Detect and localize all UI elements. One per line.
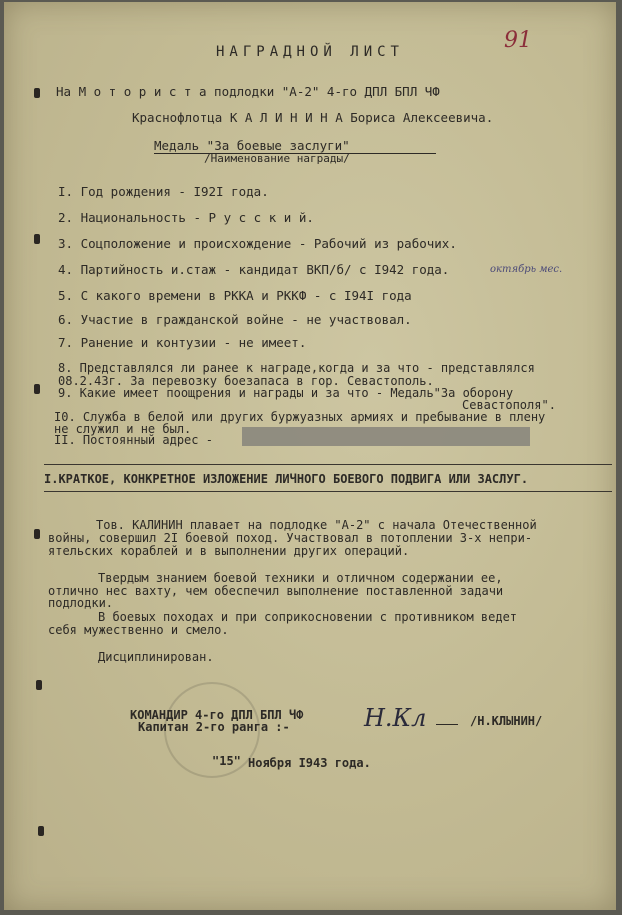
redacted-address bbox=[242, 427, 530, 446]
document-title: НАГРАДНОЙ ЛИСТ bbox=[215, 44, 404, 60]
punch-hole bbox=[38, 826, 44, 836]
item-3: 3. Соцположение и происхождение - Рабочий из рабочих. bbox=[58, 236, 457, 251]
item-4-handwritten-note: октябрь мес. bbox=[490, 264, 563, 275]
signer-name: /Н.КЛЫНИН/ bbox=[470, 714, 543, 728]
section-divider bbox=[44, 491, 612, 492]
commander-title: КОМАНДИР 4-го ДПЛ БПЛ ЧФ bbox=[130, 708, 304, 722]
page-number: 91 bbox=[504, 28, 532, 53]
punch-hole bbox=[34, 234, 40, 244]
nominee-position: На М о т о р и с т а подлодки "А-2" 4-го ДПЛ БПЛ ЧФ bbox=[56, 84, 440, 99]
item-9-cont: Севастополя". bbox=[462, 398, 556, 412]
award-sheet bbox=[4, 2, 616, 910]
item-4: 4. Партийность и.стаж - кандидат ВКП/б/ с I942 года. bbox=[58, 262, 450, 277]
item-2: 2. Национальность - Р у с с к и й. bbox=[58, 210, 314, 225]
item-10-cont: не служил и не был. bbox=[54, 422, 192, 436]
signature-dash bbox=[436, 724, 458, 725]
award-caption: /Наименование награды/ bbox=[204, 152, 350, 165]
body-line-3: ятельских кораблей и в выполнении других операций. bbox=[48, 544, 410, 558]
body-line-6: подлодки. bbox=[48, 596, 114, 610]
punch-hole bbox=[34, 384, 40, 394]
item-6: 6. Участие в гражданской войне - не участвовал. bbox=[58, 312, 412, 327]
body-line-8: себя мужественно и смело. bbox=[48, 623, 229, 637]
item-5: 5. С какого времени в РККА и РККФ - с I94I года bbox=[58, 288, 412, 303]
body-line-9: Дисциплинирован. bbox=[98, 650, 214, 664]
item-8-cont: 08.2.43г. За перевозку боезапаса в гор. Севастополь. bbox=[58, 374, 434, 388]
commander-rank: Капитан 2-го ранга :- bbox=[138, 720, 290, 734]
date-month-year: Ноября I943 года. bbox=[248, 756, 371, 770]
item-9: 9. Какие имеет поощрения и награды и за что - Медаль"За оборону bbox=[58, 386, 514, 400]
body-line-4: Твердым знанием боевой техники и отличном содержании ее, bbox=[98, 571, 503, 585]
body-line-7: В боевых походах и при соприкосновении с противником ведет bbox=[98, 610, 518, 624]
body-line-5: отлично нес вахту, чем обеспечил выполнение поставленной задачи bbox=[48, 584, 504, 598]
nominee-name: Краснофлотца К А Л И Н И Н А Бориса Алексеевича. bbox=[132, 110, 494, 125]
section-divider bbox=[44, 464, 612, 465]
punch-hole bbox=[34, 88, 40, 98]
item-10: I0. Служба в белой или других буржуазных армиях и пребывание в плену bbox=[54, 410, 546, 424]
item-8: 8. Представлялся ли ранее к награде,когда и за что - представлялся bbox=[58, 361, 535, 375]
handwritten-signature: Н.Кл bbox=[364, 704, 427, 732]
date-day: "15" bbox=[212, 754, 241, 768]
punch-hole bbox=[36, 680, 42, 690]
body-line-2: войны, совершил 2I боевой поход. Участвовал в потоплении 3-х непри- bbox=[48, 531, 533, 545]
item-1: I. Год рождения - I92I года. bbox=[58, 184, 269, 199]
award-name: Медаль "За боевые заслуги" bbox=[154, 138, 436, 154]
section-heading: I.КРАТКОЕ, КОНКРЕТНОЕ ИЗЛОЖЕНИЕ ЛИЧНОГО БОЕВОГО ПОДВИГА ИЛИ ЗАСЛУГ. bbox=[44, 472, 529, 486]
punch-hole bbox=[34, 529, 40, 539]
body-line-1: Тов. КАЛИНИН плавает на подлодке "А-2" с начала Отечественной bbox=[96, 518, 537, 532]
item-11: II. Постоянный адрес - bbox=[54, 433, 213, 447]
item-7: 7. Ранение и контузии - не имеет. bbox=[58, 335, 307, 350]
